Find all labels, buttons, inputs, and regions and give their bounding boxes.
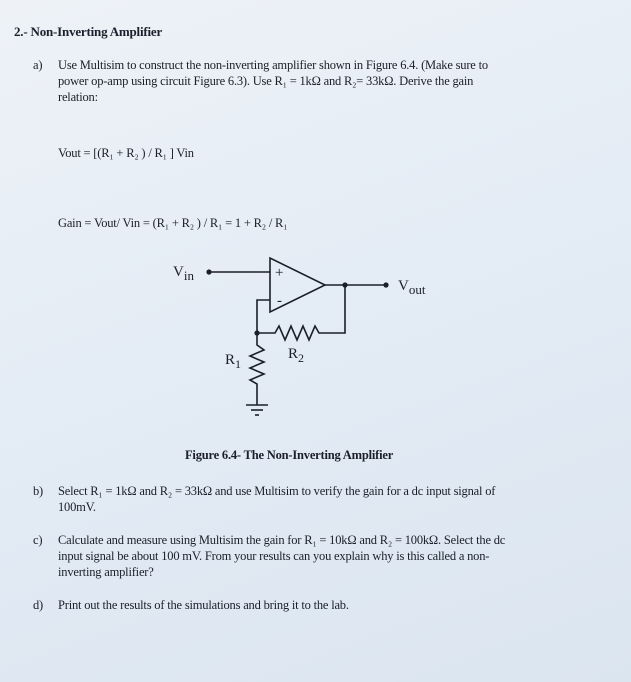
ground-icon	[246, 405, 268, 415]
part-d-line-1: Print out the results of the simulations and bring it to the lab.	[58, 598, 349, 612]
r1-label: $R_1$	[225, 352, 242, 371]
section-title: 2.- Non-Inverting Amplifier	[14, 24, 163, 39]
vout-terminal	[383, 282, 388, 287]
part-a-line-1: Use Multisim to construct the non-inverting amplifier shown in Figure 6.4. (Make sure to	[58, 58, 488, 72]
vin-terminal	[206, 269, 211, 274]
part-a-line-3: relation:	[58, 90, 98, 104]
part-d-label: d)	[33, 598, 44, 612]
vout-formula: Vout = [(R₁ + R₂ ) / R₁ ] Vin	[58, 146, 194, 160]
part-a-line-2: power op-amp using circuit Figure 6.3). Use R₁ = 1kΩ and R₂= 33kΩ. Derive the gain	[58, 74, 474, 88]
vin-label: Vin	[173, 264, 194, 283]
part-b-line-2: 100mV.	[58, 500, 96, 514]
non-inverting-input-sign: +	[275, 265, 284, 281]
part-c-label: c)	[33, 533, 43, 547]
part-c-line-1: Calculate and measure using Multisim the gain for R₁ = 10kΩ and R₂ = 100kΩ. Select the dc	[58, 533, 506, 547]
figure-caption: Figure 6.4- The Non-Inverting Amplifier	[185, 448, 394, 462]
part-c-line-3: inverting amplifier?	[58, 565, 154, 579]
vout-label: Vout	[398, 278, 426, 297]
part-b-line-1: Select R₁ = 1kΩ and R₂ = 33kΩ and use Multisim to verify the gain for a dc input signal of	[58, 484, 496, 498]
part-c-line-2: input signal be about 100 mV. From your results can you explain why is this called a non-	[58, 549, 490, 563]
feedback-node	[254, 330, 259, 335]
part-a-label: a)	[33, 58, 43, 72]
r2-label: $R_2$	[288, 346, 305, 365]
gain-formula: Gain = Vout/ Vin = (R₁ + R₂ ) / R₁ = 1 + R₂ / R₁	[58, 216, 288, 230]
part-b-label: b)	[33, 484, 44, 498]
inverting-input-sign: -	[277, 293, 282, 309]
output-node	[342, 282, 347, 287]
r1-resistor	[250, 333, 264, 405]
inverting-input-wire	[257, 300, 270, 333]
